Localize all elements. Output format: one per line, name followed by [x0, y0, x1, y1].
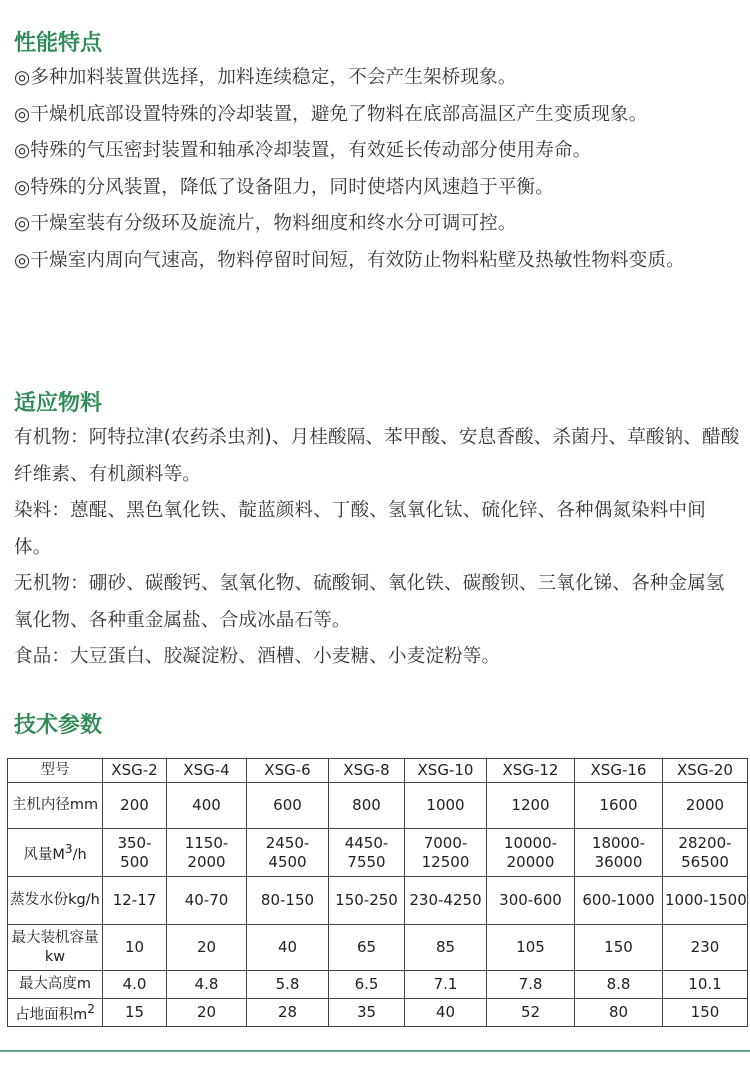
row-label: 主机内径mm [8, 783, 103, 829]
row-label: 蒸发水份kg/h [8, 877, 103, 925]
spec-row [8, 925, 748, 971]
spec-cell: 150 [663, 999, 748, 1027]
spec-cell: 12-17 [103, 877, 167, 925]
material-item: 食品：大豆蛋白、胶凝淀粉、酒槽、小麦糖、小麦淀粉等。 [14, 646, 501, 667]
spec-cell: 1200 [487, 783, 575, 829]
spec-cell: 2000 [663, 783, 748, 829]
spec-cell: 15 [103, 999, 167, 1027]
material-item: 染料：蒽醌、黑色氧化铁、靛蓝颜料、丁酸、氢氧化钛、硫化锌、各种偶氮染料中间体。 [14, 500, 706, 558]
spec-cell: 350-500 [103, 829, 167, 877]
spec-cell: 300-600 [487, 877, 575, 925]
spec-cell: 18000-36000 [575, 829, 663, 877]
header-label: 型号 [8, 759, 103, 783]
materials-title: 适应物料 [14, 391, 103, 416]
feature-item: ◎干燥机底部设置特殊的冷却装置，避免了物料在底部高温区产生变质现象。 [14, 103, 648, 125]
spec-cell: 230 [663, 925, 748, 971]
spec-cell: 65 [329, 925, 405, 971]
spec-cell: 150 [575, 925, 663, 971]
spec-cell: 800 [329, 783, 405, 829]
spec-cell: 1000 [405, 783, 487, 829]
features-list [14, 60, 740, 279]
spec-cell: 7000-12500 [405, 829, 487, 877]
row-label-sup: 2 [87, 1002, 95, 1017]
model-cell: XSG-2 [103, 759, 167, 783]
spec-row [8, 877, 748, 925]
spec-cell: 10000-20000 [487, 829, 575, 877]
spec-cell: 200 [103, 783, 167, 829]
spec-cell: 20 [167, 925, 247, 971]
row-label: 最大装机容量kw [8, 925, 103, 971]
spec-cell: 5.8 [247, 971, 329, 999]
model-cell: XSG-4 [167, 759, 247, 783]
bottom-divider [0, 1050, 750, 1052]
model-cell: XSG-6 [247, 759, 329, 783]
spec-cell: 1600 [575, 783, 663, 829]
row-label-text: 占地面积m [15, 1006, 88, 1023]
features-title: 性能特点 [14, 31, 103, 56]
row-label-text: 风量M [23, 846, 65, 863]
spec-cell: 52 [487, 999, 575, 1027]
spec-cell: 1150-2000 [167, 829, 247, 877]
spec-cell: 85 [405, 925, 487, 971]
row-label-sup: 3 [64, 842, 73, 857]
spec-cell: 40 [405, 999, 487, 1027]
feature-item: ◎特殊的分风装置，降低了设备阻力，同时使塔内风速趋于平衡。 [14, 176, 554, 198]
spec-row [8, 999, 748, 1027]
spec-cell: 6.5 [329, 971, 405, 999]
model-cell: XSG-8 [329, 759, 405, 783]
materials-list [14, 420, 740, 676]
spec-cell: 230-4250 [405, 877, 487, 925]
row-label-suffix: /h [72, 846, 87, 863]
spec-cell: 40 [247, 925, 329, 971]
feature-item: ◎干燥室内周向气速高，物料停留时间短，有效防止物料粘壁及热敏性物料变质。 [14, 249, 685, 271]
spec-row [8, 829, 748, 877]
spec-header-row [8, 759, 748, 783]
spec-cell: 28200-56500 [663, 829, 748, 877]
spec-cell: 10 [103, 925, 167, 971]
model-cell: XSG-20 [663, 759, 748, 783]
spec-cell: 80 [575, 999, 663, 1027]
spec-cell: 600-1000 [575, 877, 663, 925]
row-label [8, 999, 103, 1027]
spec-table [7, 758, 748, 1027]
spec-cell: 20 [167, 999, 247, 1027]
spec-cell: 8.8 [575, 971, 663, 999]
specs-title: 技术参数 [14, 713, 103, 738]
spec-cell: 2450-4500 [247, 829, 329, 877]
feature-item: ◎特殊的气压密封装置和轴承冷却装置，有效延长传动部分使用寿命。 [14, 140, 592, 161]
material-item: 无机物：硼砂、碳酸钙、氢氧化物、硫酸铜、氧化铁、碳酸钡、三氧化锑、各种金属氢氧化物、各种重金属盐、合成冰晶石等。 [14, 573, 725, 631]
material-item: 有机物：阿特拉津(农药杀虫剂)、月桂酸隔、苯甲酸、安息香酸、杀菌丹、草酸钠、醋酸纤维素、有机颜料等。 [14, 427, 740, 485]
spec-cell: 4450-7550 [329, 829, 405, 877]
model-cell: XSG-12 [487, 759, 575, 783]
model-cell: XSG-16 [575, 759, 663, 783]
spec-cell: 400 [167, 783, 247, 829]
spec-cell: 7.1 [405, 971, 487, 999]
spec-cell: 10.1 [663, 971, 748, 999]
spec-cell: 150-250 [329, 877, 405, 925]
spec-row [8, 783, 748, 829]
spec-cell: 600 [247, 783, 329, 829]
spec-cell: 35 [329, 999, 405, 1027]
spec-cell: 105 [487, 925, 575, 971]
spec-cell: 4.0 [103, 971, 167, 999]
spec-cell: 1000-1500 [663, 877, 748, 925]
spec-cell: 28 [247, 999, 329, 1027]
model-cell: XSG-10 [405, 759, 487, 783]
row-label: 最大高度m [8, 971, 103, 999]
spec-cell: 4.8 [167, 971, 247, 999]
spec-cell: 7.8 [487, 971, 575, 999]
spec-cell: 80-150 [247, 877, 329, 925]
row-label [8, 829, 103, 877]
spec-row [8, 971, 748, 999]
feature-item: ◎多种加料装置供选择，加料连续稳定，不会产生架桥现象。 [14, 67, 517, 88]
spec-cell: 40-70 [167, 877, 247, 925]
feature-item: ◎干燥室装有分级环及旋流片，物料细度和终水分可调可控。 [14, 213, 517, 234]
